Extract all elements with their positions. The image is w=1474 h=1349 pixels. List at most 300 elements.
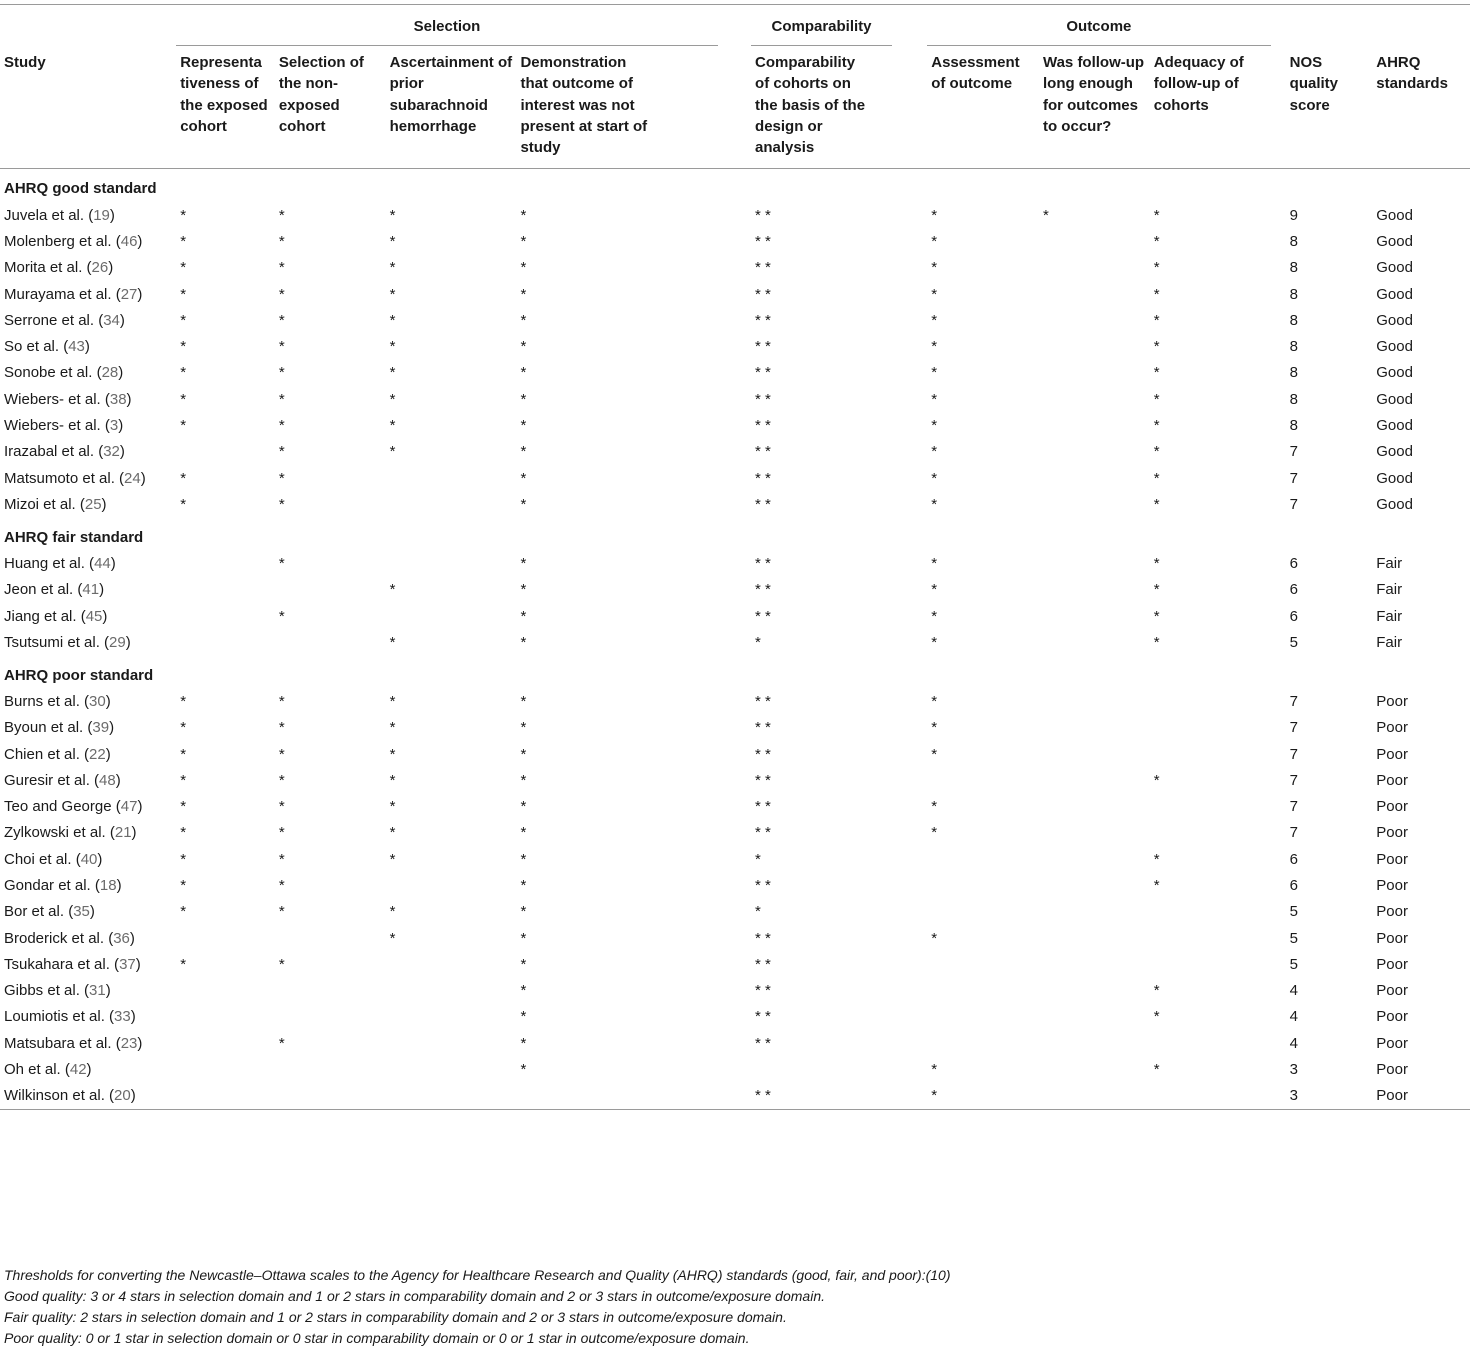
cell-nos-score: 7 <box>1289 771 1299 789</box>
study-name: Loumiotis et al. ( <box>4 1008 115 1026</box>
cell-comparability: * * <box>755 824 771 842</box>
reference-link[interactable]: 24 <box>124 469 141 487</box>
cell-demonstration: * <box>520 1060 527 1078</box>
reference-link[interactable]: 28 <box>101 364 119 382</box>
cell-demonstration: * <box>520 693 527 711</box>
reference-close-paren: ) <box>137 233 143 251</box>
cell-representativeness: * <box>180 824 187 842</box>
cell-representativeness: * <box>180 259 187 277</box>
cell-comparability: * * <box>751 1083 892 1110</box>
reference-close-paren: ) <box>89 903 95 921</box>
cell-selection-nonexposed: * <box>278 850 285 868</box>
reference-close-paren: ) <box>99 581 105 599</box>
cell-demonstration: * <box>520 1008 527 1026</box>
table-row <box>0 229 1470 255</box>
cell-nos-score: 7 <box>1289 719 1299 737</box>
cell-followup-long <box>1039 1083 1150 1110</box>
cell-ahrq-standard: Fair <box>1376 633 1403 651</box>
table-row <box>0 1083 1470 1110</box>
cell-comparability: * * <box>755 364 771 382</box>
cell-study <box>0 951 176 977</box>
cell-study <box>0 386 176 412</box>
table-row <box>0 715 1470 741</box>
col-ahrq-standards: AHRQ standards <box>1372 41 1470 169</box>
cell-representativeness: * <box>180 233 187 251</box>
cell-demonstration: * <box>520 929 527 947</box>
group-outcome: Outcome <box>927 5 1260 42</box>
cell-comparability: * <box>755 903 761 921</box>
table-row <box>0 255 1470 281</box>
cell-ahrq-standard: Fair <box>1376 555 1403 573</box>
cell-ahrq-standard: Good <box>1376 311 1413 329</box>
study-name: Jeon et al. ( <box>4 581 83 599</box>
study-name: Jiang et al. ( <box>4 607 86 625</box>
table-footnotes <box>4 1265 1464 1349</box>
cell-comparability: * * <box>755 929 771 947</box>
reference-close-paren: ) <box>126 390 132 408</box>
reference-close-paren: ) <box>101 495 107 513</box>
cell-ahrq-standard: Poor <box>1376 982 1408 1000</box>
cell-study <box>0 1057 176 1083</box>
cell-ahrq-standard: Fair <box>1376 607 1403 625</box>
reference-close-paren: ) <box>97 850 103 868</box>
cell-ascertainment <box>386 1004 517 1030</box>
reference-close-paren: ) <box>105 982 111 1000</box>
cell-comparability: * * <box>755 719 771 737</box>
cell-demonstration: * <box>520 824 527 842</box>
reference-close-paren: ) <box>84 338 90 356</box>
col-assessment: Assessment of outcome <box>927 41 1039 169</box>
section-title: AHRQ poor standard <box>4 666 154 684</box>
study-name: Chien et al. ( <box>4 745 90 763</box>
cell-ahrq-standard: Poor <box>1376 798 1408 816</box>
reference-link[interactable]: 25 <box>84 495 102 513</box>
reference-link[interactable]: 43 <box>68 338 85 356</box>
section-header-row <box>0 518 1470 551</box>
cell-nos-score: 8 <box>1289 233 1299 251</box>
cell-assessment: * <box>931 233 938 251</box>
cell-ascertainment: * <box>389 771 396 789</box>
cell-selection-nonexposed: * <box>278 233 285 251</box>
footnote-fair: Fair quality: 2 stars in selection domain and 1 or 2 stars in comparability domain and 2 or 3 stars in outcome/exposure domain. <box>4 1309 787 1325</box>
cell-demonstration: * <box>520 417 527 435</box>
cell-assessment: * <box>931 417 938 435</box>
cell-demonstration: * <box>520 877 527 895</box>
cell-ascertainment: * <box>389 824 396 842</box>
cell-adequacy <box>1150 715 1261 741</box>
reference-link[interactable]: 22 <box>89 745 106 763</box>
cell-assessment: * <box>931 798 938 816</box>
cell-adequacy: * <box>1153 877 1160 895</box>
quality-assessment-table <box>0 4 1470 1110</box>
cell-study <box>0 308 176 334</box>
cell-demonstration <box>516 1083 717 1110</box>
cell-demonstration: * <box>520 771 527 789</box>
footnote-good: Good quality: 3 or 4 stars in selection domain and 1 or 2 stars in comparability domain and 2 or 3 stars in outcome/exposure domain. <box>4 1288 825 1304</box>
cell-followup-long <box>1039 925 1150 951</box>
cell-ahrq-standard: Poor <box>1376 850 1408 868</box>
cell-selection-nonexposed: * <box>278 719 285 737</box>
cell-ahrq-standard: Poor <box>1376 877 1408 895</box>
cell-ascertainment: * <box>389 233 396 251</box>
cell-comparability: * * <box>755 285 771 303</box>
cell-study <box>0 491 176 517</box>
cell-representativeness <box>176 1030 275 1056</box>
cell-adequacy <box>1150 794 1261 820</box>
cell-followup-long <box>1039 360 1150 386</box>
cell-nos-score: 7 <box>1289 443 1299 461</box>
footnote-poor: Poor quality: 0 or 1 star in selection domain or 0 star in comparability domain or 0 or 1 star in outcome/exposure domain. <box>4 1330 750 1346</box>
study-name: Burns et al. ( <box>4 693 90 711</box>
cell-comparability: * * <box>755 555 771 573</box>
reference-link[interactable]: 41 <box>82 581 100 599</box>
cell-nos-score: 8 <box>1289 311 1299 329</box>
cell-nos-score: 7 <box>1289 824 1299 842</box>
cell-adequacy: * <box>1153 469 1160 487</box>
cell-demonstration: * <box>520 850 527 868</box>
reference-link[interactable]: 23 <box>120 1034 138 1052</box>
cell-ascertainment: * <box>389 719 396 737</box>
table-body <box>0 169 1470 1110</box>
cell-ascertainment <box>386 873 517 899</box>
study-name: Guresir et al. ( <box>4 771 100 789</box>
cell-assessment: * <box>931 824 938 842</box>
section-header-row <box>0 656 1470 689</box>
study-name: Irazabal et al. ( <box>4 443 104 461</box>
cell-selection-nonexposed <box>275 629 386 655</box>
table-row <box>0 334 1470 360</box>
cell-demonstration: * <box>520 555 527 573</box>
cell-adequacy: * <box>1153 206 1160 224</box>
cell-ahrq-standard: Good <box>1376 206 1413 224</box>
cell-adequacy <box>1150 689 1261 715</box>
cell-study <box>0 741 176 767</box>
cell-ahrq-standard: Poor <box>1376 929 1408 947</box>
cell-assessment <box>927 768 1039 794</box>
cell-nos-score: 3 <box>1286 1083 1373 1110</box>
cell-representativeness: * <box>180 745 187 763</box>
cell-selection-nonexposed: * <box>278 903 285 921</box>
cell-selection-nonexposed: * <box>278 1034 285 1052</box>
cell-study <box>0 820 176 846</box>
cell-selection-nonexposed: * <box>278 745 285 763</box>
cell-followup-long <box>1039 255 1150 281</box>
reference-link[interactable]: 36 <box>113 929 130 947</box>
cell-comparability: * * <box>755 233 771 251</box>
cell-representativeness <box>176 925 275 951</box>
cell-representativeness <box>176 603 275 629</box>
group-selection: Selection <box>176 5 718 42</box>
cell-selection-nonexposed: * <box>278 338 285 356</box>
cell-demonstration: * <box>520 233 527 251</box>
cell-followup-long <box>1039 820 1150 846</box>
cell-assessment <box>927 1030 1039 1056</box>
reference-link[interactable]: 38 <box>109 390 127 408</box>
reference-link[interactable]: 39 <box>92 719 110 737</box>
table-row <box>0 551 1470 577</box>
cell-followup-long <box>1039 491 1150 517</box>
cell-adequacy <box>1150 951 1261 977</box>
cell-adequacy: * <box>1153 417 1160 435</box>
reference-link[interactable]: 33 <box>114 1008 131 1026</box>
cell-representativeness: * <box>180 495 187 513</box>
study-name: Matsumoto et al. ( <box>4 469 125 487</box>
cell-selection-nonexposed: * <box>278 469 285 487</box>
cell-nos-score: 6 <box>1289 607 1299 625</box>
cell-comparability: * * <box>755 581 771 599</box>
cell-comparability: * * <box>755 1034 771 1052</box>
cell-followup-long <box>1039 603 1150 629</box>
cell-comparability: * * <box>755 745 771 763</box>
cell-ahrq-standard: Poor <box>1372 1083 1470 1110</box>
cell-representativeness <box>176 1083 275 1110</box>
cell-selection-nonexposed: * <box>278 495 285 513</box>
reference-link[interactable]: 18 <box>99 877 117 895</box>
cell-adequacy <box>1150 1083 1261 1110</box>
cell-nos-score: 7 <box>1289 798 1299 816</box>
cell-study <box>0 768 176 794</box>
cell-assessment: * <box>931 443 938 461</box>
cell-assessment: * <box>931 555 938 573</box>
study-name: Wilkinson et al. ( <box>4 1087 115 1105</box>
cell-study <box>0 689 176 715</box>
cell-ascertainment: * <box>389 443 396 461</box>
cell-comparability: * * <box>755 798 771 816</box>
cell-adequacy: * <box>1153 607 1160 625</box>
cell-demonstration: * <box>520 259 527 277</box>
cell-followup-long <box>1039 334 1150 360</box>
cell-nos-score: 4 <box>1289 1008 1299 1026</box>
cell-comparability: * * <box>755 1008 771 1026</box>
cell-adequacy: * <box>1153 982 1160 1000</box>
cell-followup-long <box>1039 577 1150 603</box>
reference-close-paren: ) <box>105 693 111 711</box>
cell-demonstration: * <box>520 285 527 303</box>
cell-representativeness <box>176 439 275 465</box>
cell-ascertainment <box>386 551 517 577</box>
reference-link[interactable]: 40 <box>80 850 98 868</box>
cell-assessment: * <box>931 633 938 651</box>
reference-close-paren: ) <box>137 1034 143 1052</box>
cell-followup-long: * <box>1042 206 1049 224</box>
cell-ascertainment: * <box>389 929 396 947</box>
cell-representativeness <box>176 577 275 603</box>
cell-ascertainment: * <box>389 206 396 224</box>
cell-adequacy: * <box>1153 259 1160 277</box>
cell-selection-nonexposed: * <box>278 771 285 789</box>
cell-adequacy: * <box>1153 1008 1160 1026</box>
cell-ahrq-standard: Good <box>1376 495 1413 513</box>
reference-link[interactable]: 46 <box>120 233 138 251</box>
cell-nos-score: 8 <box>1289 364 1299 382</box>
reference-link[interactable]: 47 <box>120 798 138 816</box>
col-adequacy: Adequacy of follow-up of cohorts <box>1150 41 1261 169</box>
cell-study <box>0 334 176 360</box>
section-title: AHRQ good standard <box>4 180 157 198</box>
col-ascertainment: Ascertainment of prior subarachnoid hemorrhage <box>386 41 517 169</box>
cell-ahrq-standard: Good <box>1376 443 1413 461</box>
study-name: Morita et al. ( <box>4 259 92 277</box>
cell-followup-long <box>1039 413 1150 439</box>
table-row <box>0 281 1470 307</box>
reference-link[interactable]: 29 <box>109 633 126 651</box>
cell-demonstration: * <box>520 495 527 513</box>
cell-representativeness <box>176 978 275 1004</box>
cell-ahrq-standard: Good <box>1376 233 1413 251</box>
cell-nos-score: 6 <box>1289 581 1299 599</box>
reference-link[interactable]: 32 <box>103 443 120 461</box>
reference-link[interactable]: 21 <box>114 824 132 842</box>
reference-close-paren: ) <box>125 633 131 651</box>
cell-selection-nonexposed: * <box>278 877 285 895</box>
reference-link[interactable]: 45 <box>85 607 103 625</box>
reference-close-paren: ) <box>105 745 111 763</box>
cell-ascertainment: * <box>389 417 396 435</box>
reference-link[interactable]: 44 <box>94 555 111 573</box>
table-row <box>0 603 1470 629</box>
cell-ascertainment: * <box>389 633 396 651</box>
study-name: Murayama et al. ( <box>4 285 121 303</box>
cell-assessment: * <box>931 495 938 513</box>
cell-selection-nonexposed <box>275 1057 386 1083</box>
cell-assessment: * <box>931 206 938 224</box>
cell-ascertainment <box>386 603 517 629</box>
cell-representativeness: * <box>180 338 187 356</box>
cell-selection-nonexposed: * <box>278 390 285 408</box>
cell-adequacy <box>1150 899 1261 925</box>
cell-representativeness: * <box>180 285 187 303</box>
reference-link[interactable]: 34 <box>103 311 120 329</box>
cell-followup-long <box>1039 1057 1150 1083</box>
cell-nos-score: 8 <box>1289 285 1299 303</box>
cell-nos-score: 4 <box>1289 982 1299 1000</box>
cell-comparability: * * <box>755 469 771 487</box>
cell-ascertainment <box>386 1057 517 1083</box>
cell-assessment: * <box>931 581 938 599</box>
cell-selection-nonexposed <box>275 1083 386 1110</box>
cell-ascertainment <box>386 1083 517 1110</box>
table-row <box>0 1057 1470 1083</box>
cell-assessment: * <box>931 1060 938 1078</box>
cell-followup-long <box>1039 308 1150 334</box>
table-row <box>0 978 1470 1004</box>
cell-adequacy: * <box>1153 364 1160 382</box>
study-name: Byoun et al. ( <box>4 719 93 737</box>
cell-nos-score: 6 <box>1289 850 1299 868</box>
cell-study <box>0 794 176 820</box>
cell-assessment: * <box>931 285 938 303</box>
cell-assessment: * <box>931 929 938 947</box>
study-name: Teo and George ( <box>4 798 121 816</box>
cell-ahrq-standard: Good <box>1376 390 1413 408</box>
cell-adequacy: * <box>1153 1060 1160 1078</box>
cell-study <box>0 202 176 228</box>
cell-ascertainment: * <box>389 259 396 277</box>
cell-assessment: * <box>931 693 938 711</box>
section-title: AHRQ fair standard <box>4 528 144 546</box>
cell-demonstration: * <box>520 1034 527 1052</box>
cell-comparability: * <box>755 850 761 868</box>
reference-close-paren: ) <box>140 469 146 487</box>
cell-nos-score: 3 <box>1289 1060 1299 1078</box>
reference-link[interactable]: 27 <box>120 285 138 303</box>
reference-link[interactable]: 30 <box>89 693 106 711</box>
reference-link[interactable]: 19 <box>93 206 110 224</box>
cell-demonstration: * <box>520 798 527 816</box>
cell-demonstration: * <box>520 390 527 408</box>
cell-study <box>0 229 176 255</box>
study-name: Tsukahara et al. ( <box>4 955 120 973</box>
reference-close-paren: ) <box>119 443 125 461</box>
cell-assessment: * <box>931 311 938 329</box>
reference-link[interactable]: 20 <box>114 1087 131 1105</box>
cell-ascertainment: * <box>389 903 396 921</box>
cell-assessment <box>927 951 1039 977</box>
cell-ascertainment: * <box>389 798 396 816</box>
cell-study <box>0 577 176 603</box>
cell-assessment <box>927 978 1039 1004</box>
cell-followup-long <box>1039 873 1150 899</box>
reference-link[interactable]: 3 <box>109 417 119 435</box>
cell-representativeness: * <box>180 469 187 487</box>
cell-demonstration: * <box>520 633 527 651</box>
col-nos-score: NOS quality score <box>1286 41 1373 169</box>
cell-comparability: * * <box>755 338 771 356</box>
reference-close-paren: ) <box>102 607 108 625</box>
cell-ahrq-standard: Poor <box>1376 745 1408 763</box>
cell-selection-nonexposed: * <box>278 364 285 382</box>
cell-ascertainment: * <box>389 745 396 763</box>
cell-selection-nonexposed <box>275 577 386 603</box>
cell-adequacy: * <box>1153 338 1160 356</box>
reference-link[interactable]: 48 <box>99 771 116 789</box>
cell-representativeness: * <box>180 364 187 382</box>
cell-adequacy <box>1150 1030 1261 1056</box>
cell-ascertainment: * <box>389 311 396 329</box>
cell-study <box>0 1004 176 1030</box>
reference-close-paren: ) <box>118 417 124 435</box>
reference-link[interactable]: 31 <box>89 982 106 1000</box>
reference-link[interactable]: 35 <box>73 903 90 921</box>
cell-selection-nonexposed: * <box>278 555 285 573</box>
reference-link[interactable]: 42 <box>69 1060 87 1078</box>
cell-assessment: * <box>931 338 938 356</box>
cell-ahrq-standard: Good <box>1376 338 1413 356</box>
reference-close-paren: ) <box>130 1008 136 1026</box>
cell-assessment <box>927 899 1039 925</box>
table-row <box>0 386 1470 412</box>
study-name: Huang et al. ( <box>4 555 95 573</box>
table-row <box>0 899 1470 925</box>
reference-link[interactable]: 37 <box>119 955 136 973</box>
cell-followup-long <box>1039 386 1150 412</box>
cell-ahrq-standard: Fair <box>1376 581 1403 599</box>
cell-study <box>0 551 176 577</box>
study-name: Matsubara et al. ( <box>4 1034 121 1052</box>
cell-adequacy: * <box>1153 390 1160 408</box>
table-row <box>0 873 1470 899</box>
reference-link[interactable]: 26 <box>91 259 109 277</box>
group-header-row <box>0 5 1470 42</box>
cell-demonstration: * <box>520 607 527 625</box>
cell-comparability <box>751 1057 892 1083</box>
cell-demonstration: * <box>520 903 527 921</box>
col-demonstration: Demonstration that outcome of interest was not present at start of study <box>516 41 717 169</box>
col-study: Study <box>0 41 176 169</box>
reference-close-paren: ) <box>135 955 141 973</box>
reference-close-paren: ) <box>86 1060 92 1078</box>
cell-selection-nonexposed: * <box>278 443 285 461</box>
